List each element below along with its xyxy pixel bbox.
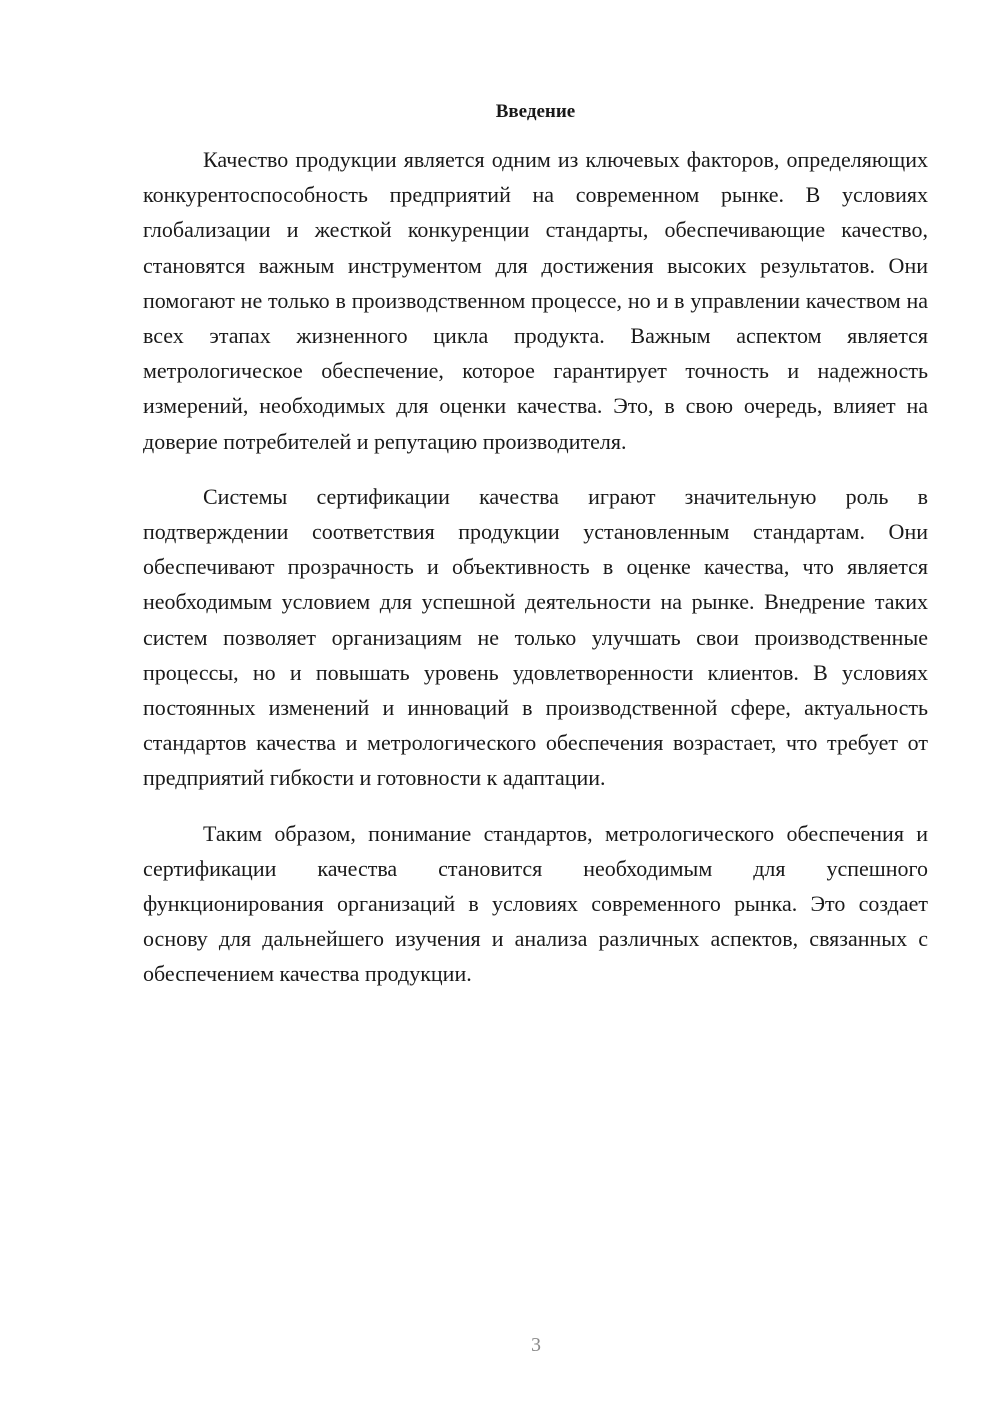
section-heading: Введение: [495, 101, 576, 122]
page-number: 3: [531, 1334, 541, 1356]
paragraph-1: Качество продукции является одним из ключевых факторов, определяющих конкурентоспособность предприятий на современном рынке. В условиях глобализации и жесткой конкуренции стандарты, обеспечивающие качество, становятся важным инструментом для достижения высоких результатов. Они помогают не только в производственном процессе, но и в управлении качеством на всех этапах жизненного цикла продукта. Важным аспектом является метрологическое обеспечение, которое гарантирует точность и надежность измерений, необходимых для оценки качества. Это, в свою очередь, влияет на доверие потребителей и репутацию производителя.: [143, 147, 928, 454]
paragraph-2: Системы сертификации качества играют значительную роль в подтверждении соответствия продукции установленным стандартам. Они обеспечивают прозрачность и объективность в оценке качества, что является необходимым условием для успешной деятельности на рынке. Внедрение таких систем позволяет организациям не только улучшать свои производственные процессы, но и повышать уровень удовлетворенности клиентов. В условиях постоянных изменений и инноваций в производственной сфере, актуальность стандартов качества и метрологического обеспечения возрастает, что требует от предприятий гибкости и готовности к адаптации.: [143, 483, 928, 791]
paragraph-3: Таким образом, понимание стандартов, метрологического обеспечения и сертификации качества становится необходимым для успешного функционирования организаций в условиях современного рынка. Это создает основу для дальнейшего изучения и анализа различных аспектов, связанных с обеспечением качества продукции.: [143, 820, 928, 987]
document-body: [143, 142, 928, 1012]
